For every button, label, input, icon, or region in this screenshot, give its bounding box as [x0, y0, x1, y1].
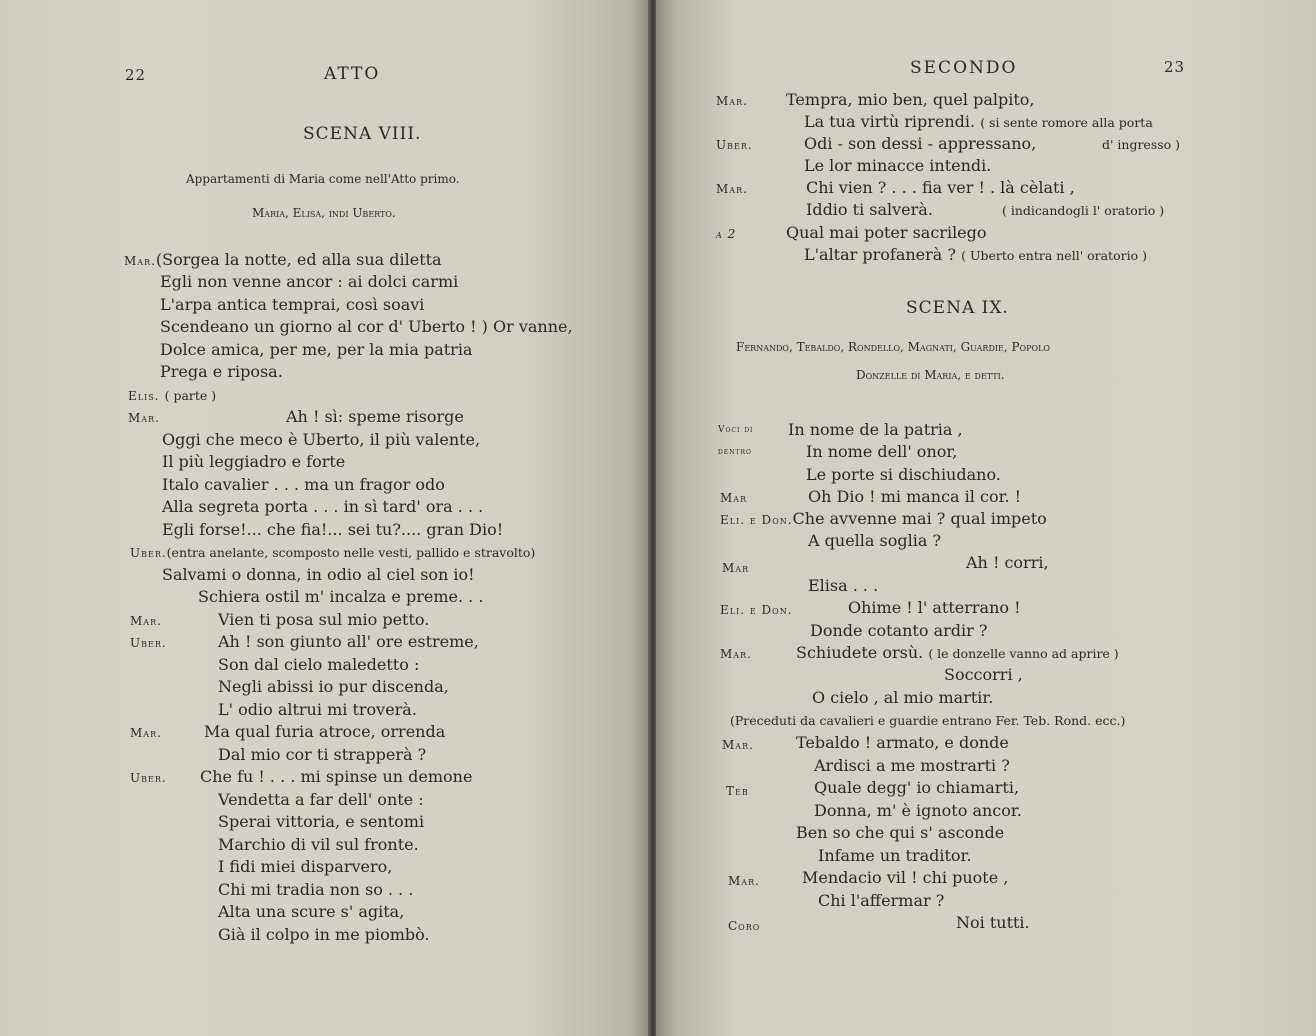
- dialogue-line: Iddio ti salverà.: [806, 200, 933, 219]
- dialogue-line: Schiudete orsù. ( le donzelle vanno ad aprire ): [796, 643, 1119, 662]
- speaker-label: Mar.: [728, 874, 760, 888]
- speaker-label: Mar: [722, 561, 750, 575]
- dialogue-line: Oggi che meco è Uberto, il più valente,: [162, 430, 481, 449]
- speaker-label: Uber.: [130, 636, 167, 650]
- scene-characters: Donzelle di Maria, e detti.: [856, 368, 1005, 382]
- stage-direction: Uber.(entra anelante, scomposto nelle vesti, pallido e stravolto): [130, 545, 536, 560]
- dialogue-line: Noi tutti.: [956, 913, 1030, 932]
- scene-characters: Fernando, Tebaldo, Rondello, Magnati, Guardie, Popolo: [736, 340, 1050, 354]
- dialogue-line: Chi l'affermar ?: [818, 891, 945, 910]
- dialogue-line: Ah ! sì: speme risorge: [286, 407, 464, 426]
- speaker-label: Mar.: [128, 411, 160, 425]
- dialogue-line: Dolce amica, per me, per la mia patria: [160, 340, 473, 359]
- dialogue-line: Mar.(Sorgea la notte, ed alla sua diletta: [124, 250, 442, 269]
- dialogue-line: L'altar profanerà ? ( Uberto entra nell' oratorio ): [804, 245, 1147, 264]
- speaker-label: Mar.: [720, 647, 752, 661]
- dialogue-line: Che fu ! . . . mi spinse un demone: [200, 767, 473, 786]
- speaker-label: Coro: [728, 919, 761, 933]
- dialogue-line: Ardisci a me mostrarti ?: [814, 756, 1010, 775]
- dialogue-line: Elis. ( parte ): [128, 388, 217, 403]
- dialogue-line: Ben so che qui s' asconde: [796, 823, 1005, 842]
- speaker-label: Mar.: [130, 726, 162, 740]
- dialogue-line: Le lor minacce intendi.: [804, 156, 992, 175]
- speaker-label: dentro: [718, 447, 752, 457]
- dialogue-line: Donna, m' è ignoto ancor.: [814, 801, 1022, 820]
- dialogue-line: Chi mi tradia non so . . .: [218, 880, 414, 899]
- dialogue-line: L' odio altrui mi troverà.: [218, 700, 417, 719]
- speaker-label: Mar.: [722, 738, 754, 752]
- dialogue-line: Elisa . . .: [808, 576, 879, 595]
- dialogue-line: Eli. e Don.Che avvenne mai ? qual impeto: [720, 509, 1047, 528]
- dialogue-line: Ah ! corri,: [966, 553, 1049, 572]
- dialogue-line: A quella soglia ?: [808, 531, 942, 550]
- page-number: 23: [1164, 58, 1186, 76]
- dialogue-line: O cielo , al mio martir.: [812, 688, 994, 707]
- dialogue-line: Il più leggiadro e forte: [162, 452, 346, 471]
- stage-direction: ( indicandogli l' oratorio ): [1002, 203, 1165, 218]
- running-head: SECONDO: [910, 58, 1018, 78]
- dialogue-line: Qual mai poter sacrilego: [786, 223, 987, 242]
- dialogue-line: La tua virtù riprendi. ( si sente romore alla porta: [804, 112, 1153, 131]
- dialogue-line: Ma qual furia atroce, orrenda: [204, 722, 446, 741]
- dialogue-line: In nome dell' onor,: [806, 442, 958, 461]
- speaker-label: Eli. e Don.: [720, 603, 793, 617]
- dialogue-line: Le porte si dischiudano.: [806, 465, 1001, 484]
- dialogue-line: Tebaldo ! armato, e donde: [796, 733, 1009, 752]
- dialogue-line: Mendacio vil ! chi puote ,: [802, 868, 1009, 887]
- dialogue-line: Soccorri ,: [944, 665, 1023, 684]
- dialogue-line: Egli forse!... che fia!... sei tu?.... gran Dio!: [162, 520, 504, 539]
- dialogue-line: Infame un traditor.: [818, 846, 972, 865]
- speaker-label: Mar.: [716, 182, 748, 196]
- dialogue-line: Ah ! son giunto all' ore estreme,: [218, 632, 479, 651]
- dialogue-line: Negli abissi io pur discenda,: [218, 677, 449, 696]
- running-head: ATTO: [324, 64, 381, 84]
- dialogue-line: Oh Dio ! mi manca il cor. !: [808, 487, 1022, 506]
- stage-direction: (Preceduti da cavalieri e guardie entrano Fer. Teb. Rond. ecc.): [730, 713, 1126, 728]
- dialogue-line: Vendetta a far dell' onte :: [218, 790, 424, 809]
- dialogue-line: Odi - son dessi - appressano,: [804, 134, 1037, 153]
- dialogue-line: Scendeano un giorno al cor d' Uberto ! ) Or vanne,: [160, 317, 573, 336]
- scene-characters: Maria, Elisa, indi Uberto.: [252, 206, 396, 220]
- dialogue-line: Prega e riposa.: [160, 362, 283, 381]
- speaker-label: Voci di: [718, 425, 754, 435]
- speaker-label: Mar.: [716, 94, 748, 108]
- dialogue-line: In nome de la patria ,: [788, 420, 963, 439]
- scene-title: SCENA VIII.: [303, 124, 422, 144]
- dialogue-line: Alla segreta porta . . . in sì tard' ora . . .: [162, 497, 484, 516]
- dialogue-line: Quale degg' io chiamarti,: [814, 778, 1020, 797]
- speaker-label: a 2: [716, 227, 737, 241]
- page-number: 22: [125, 66, 147, 84]
- speaker-label: Uber.: [716, 138, 753, 152]
- dialogue-line: Egli non venne ancor : ai dolci carmi: [160, 272, 459, 291]
- dialogue-line: L'arpa antica temprai, così soavi: [160, 295, 425, 314]
- dialogue-line: Sperai vittoria, e sentomi: [218, 812, 425, 831]
- dialogue-line: I fidi miei disparvero,: [218, 857, 393, 876]
- speaker-label: Mar.: [130, 614, 162, 628]
- scene-title: SCENA IX.: [906, 298, 1009, 318]
- speaker-label: Mar: [720, 491, 748, 505]
- stage-direction: d' ingresso ): [1102, 137, 1181, 152]
- dialogue-line: Alta una scure s' agita,: [218, 902, 405, 921]
- dialogue-line: Salvami o donna, in odio al ciel son io!: [162, 565, 475, 584]
- left-page: [0, 0, 650, 1036]
- dialogue-line: Marchio di vil sul fronte.: [218, 835, 419, 854]
- dialogue-line: Chi vien ? . . . fia ver ! . là cèlati ,: [806, 178, 1075, 197]
- dialogue-line: Italo cavalier . . . ma un fragor odo: [162, 475, 445, 494]
- dialogue-line: Già il colpo in me piombò.: [218, 925, 430, 944]
- dialogue-line: Vien ti posa sul mio petto.: [218, 610, 430, 629]
- dialogue-line: Ohime ! l' atterrano !: [848, 598, 1021, 617]
- dialogue-line: Schiera ostil m' incalza e preme. . .: [198, 587, 484, 606]
- dialogue-line: Dal mio cor ti strapperà ?: [218, 745, 427, 764]
- scene-setting: Appartamenti di Maria come nell'Atto primo.: [186, 172, 460, 186]
- dialogue-line: Son dal cielo maledetto :: [218, 655, 420, 674]
- dialogue-line: Donde cotanto ardir ?: [810, 621, 988, 640]
- right-page: [656, 0, 1316, 1036]
- speaker-label: Teb: [726, 784, 749, 798]
- speaker-label: Uber.: [130, 771, 167, 785]
- dialogue-line: Tempra, mio ben, quel palpito,: [786, 90, 1035, 109]
